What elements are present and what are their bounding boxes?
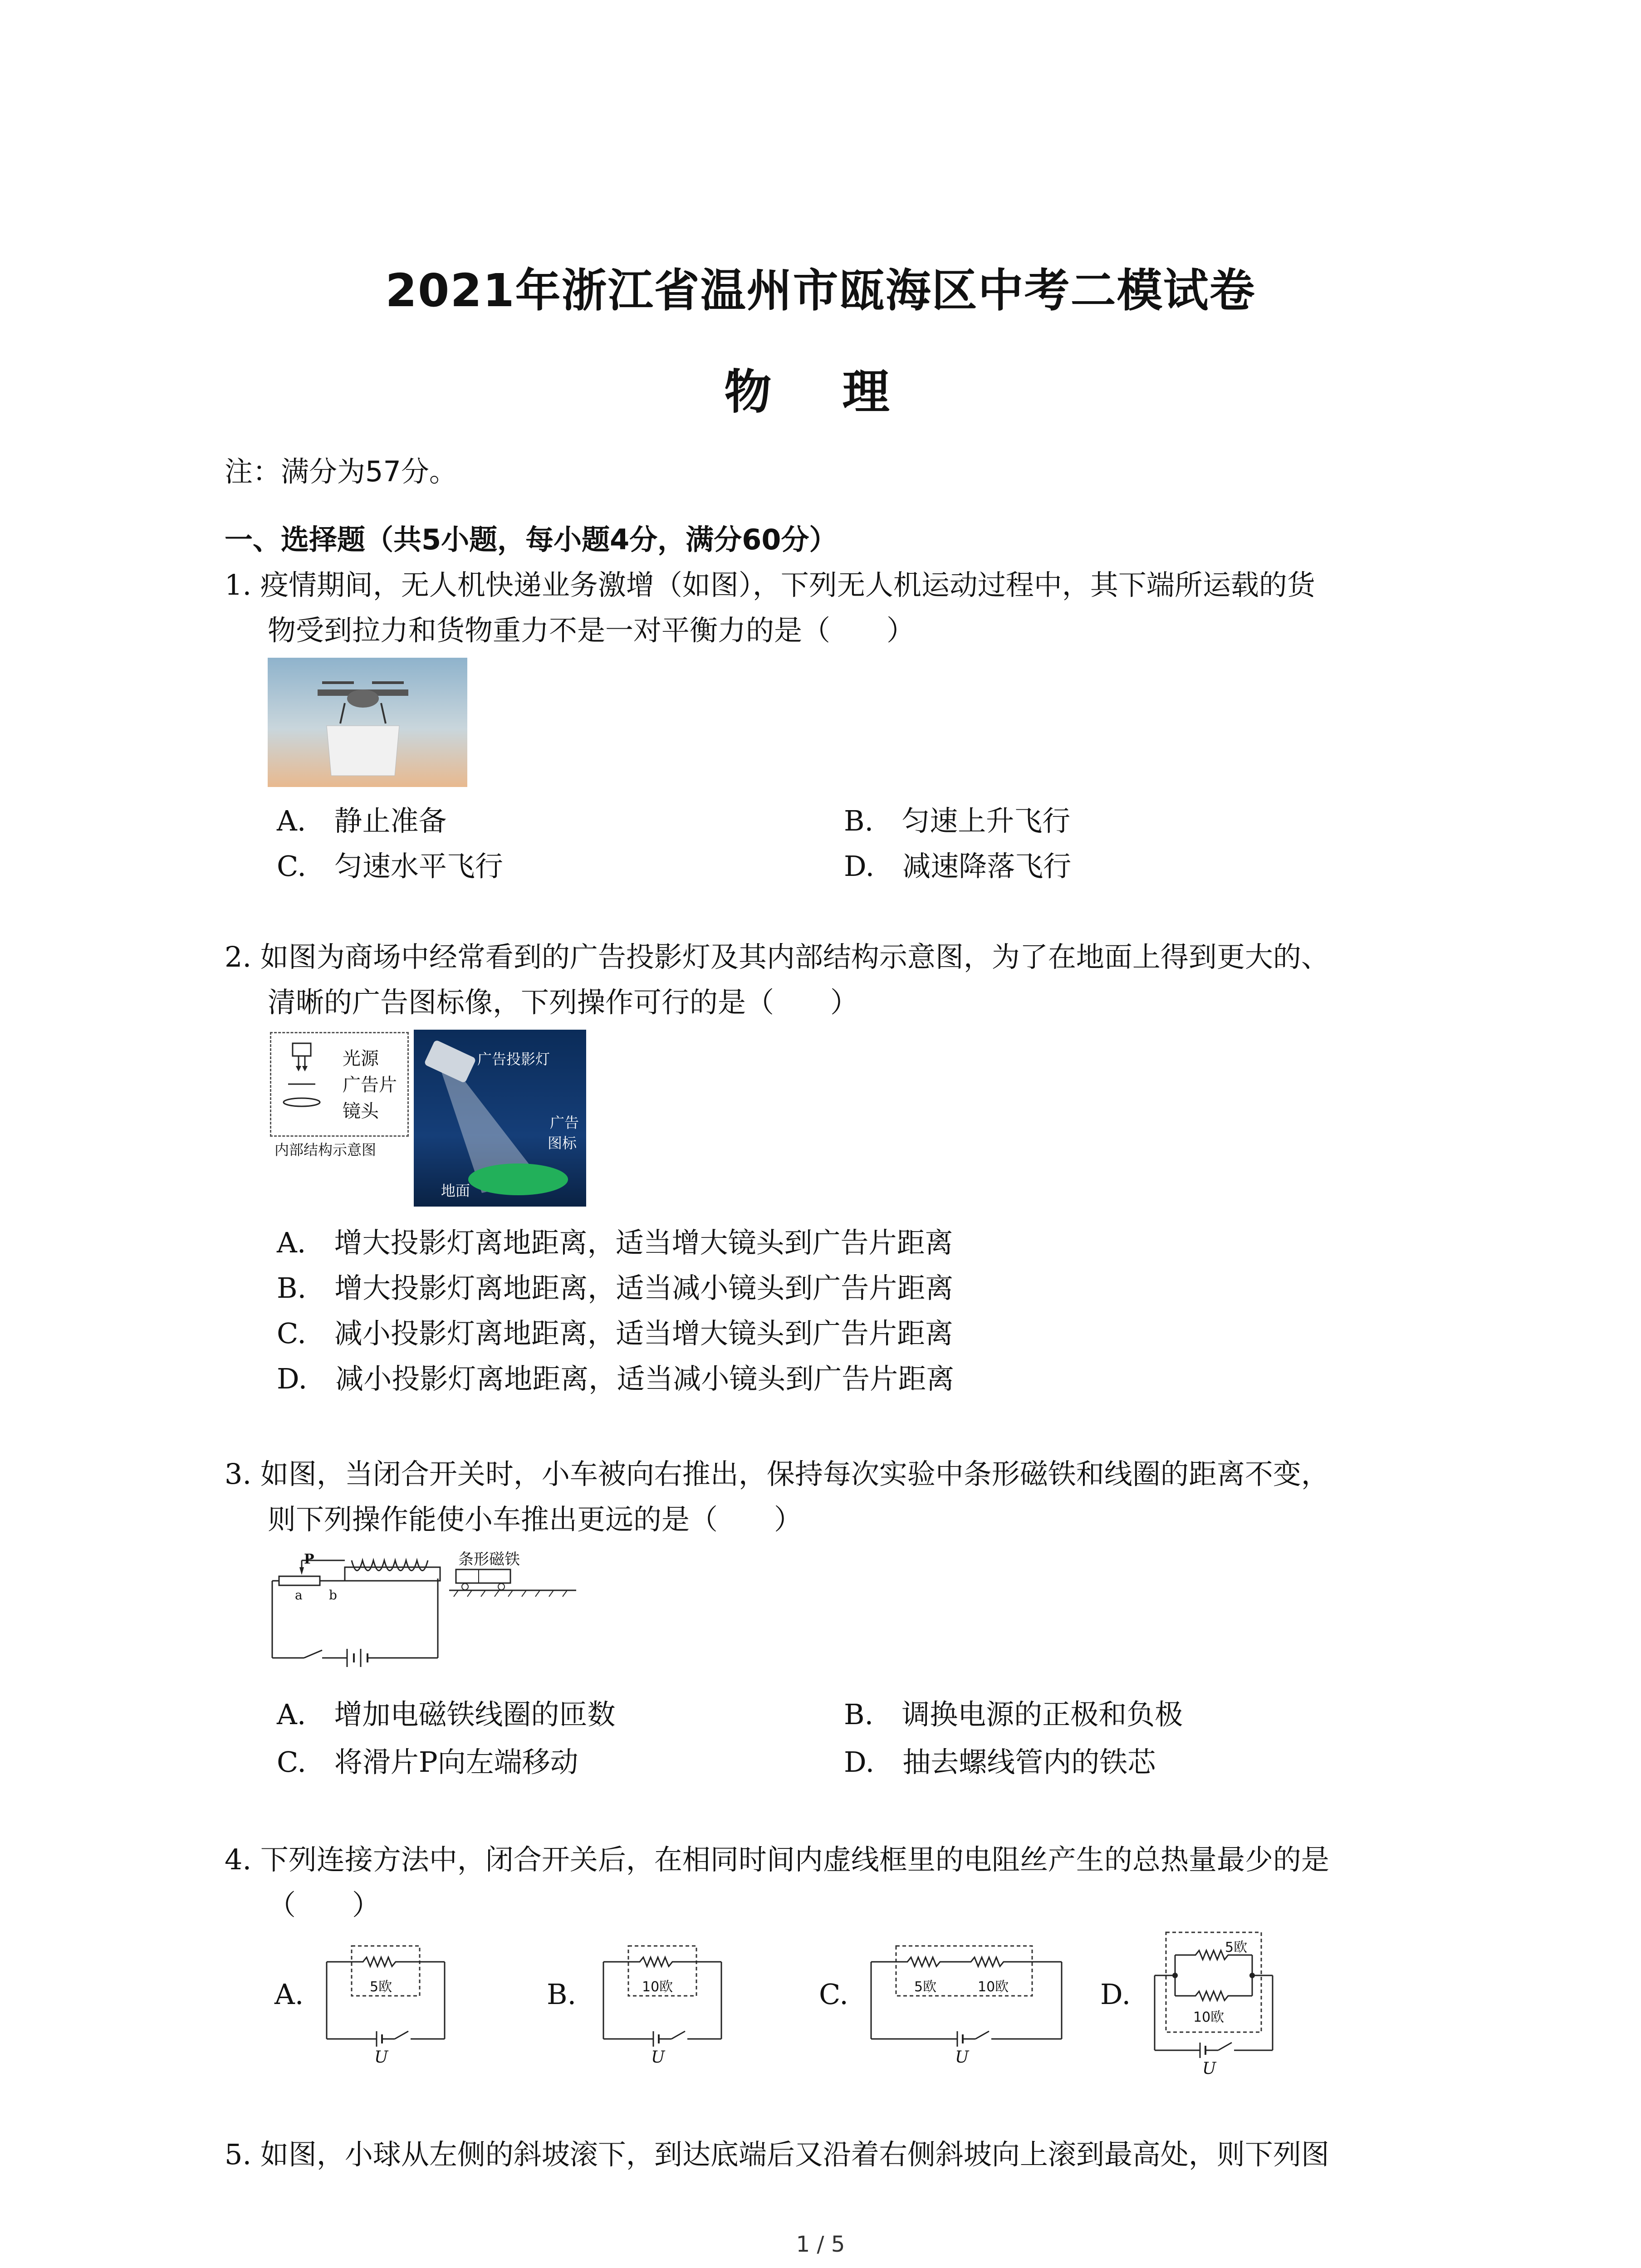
q4-circuit-a xyxy=(318,1941,454,2077)
q3-option-a: A. 增加电磁铁线圈的匝数 xyxy=(277,1698,616,1731)
q3-option-b: B. 调换电源的正极和负极 xyxy=(844,1698,1183,1731)
q1-option-a: A. 静止准备 xyxy=(277,804,447,837)
page-number: 1 / 5 xyxy=(796,2232,845,2257)
question-4-line1: 4. 下列连接方法中，闭合开关后，在相同时间内虚线框里的电阻丝产生的总热量最少的是 xyxy=(225,1843,1329,1876)
voltage-label: U xyxy=(651,2048,665,2067)
q1-option-b: B. 匀速上升飞行 xyxy=(844,804,1071,837)
subject-title: 物 理 xyxy=(724,364,917,420)
photo-label-projector: 广告投影灯 xyxy=(477,1051,550,1068)
q1-option-d: D. 减速降落飞行 xyxy=(844,850,1072,883)
slider-p-label: P xyxy=(304,1551,314,1567)
diagram-caption: 内部结构示意图 xyxy=(274,1141,377,1158)
photo-label-ad: 广告 xyxy=(550,1114,579,1131)
exam-title: 2021年浙江省温州市瓯海区中考二模试卷 xyxy=(385,264,1256,317)
terminal-b-label: b xyxy=(329,1588,337,1603)
magnet-label: 条形磁铁 xyxy=(458,1550,520,1569)
q2-option-b: B. 增大投影灯离地距离，适当减小镜头到广告片距离 xyxy=(277,1271,954,1305)
resistor-label-1: 5欧 xyxy=(1225,1940,1248,1955)
photo-label-icon: 图标 xyxy=(548,1134,577,1152)
q2-option-d: D. 减小投影灯离地距离，适当减小镜头到广告片距离 xyxy=(277,1362,955,1395)
section-heading: 一、选择题（共5小题，每小题4分，满分60分） xyxy=(225,523,838,556)
photo-label-ground: 地面 xyxy=(441,1182,470,1199)
question-3-line2: 则下列操作能使小车推出更远的是（ ） xyxy=(268,1503,803,1536)
q1-option-c: C. 匀速水平飞行 xyxy=(277,850,503,883)
q4-circuit-d xyxy=(1146,1928,1282,2077)
question-2-line2: 清晰的广告图标像，下列操作可行的是（ ） xyxy=(268,986,859,1019)
label-light-source: 光源 xyxy=(343,1048,379,1069)
q2-option-a: A. 增大投影灯离地距离，适当增大镜头到广告片距离 xyxy=(277,1226,953,1259)
q4-circuit-b xyxy=(594,1941,730,2077)
q3-option-d: D. 抽去螺线管内的铁芯 xyxy=(844,1745,1156,1779)
label-lens: 镜头 xyxy=(343,1101,379,1122)
resistor-label-2: 10欧 xyxy=(978,1979,1009,1995)
resistor-label-2: 10欧 xyxy=(1193,2009,1225,2025)
resistor-label: 10欧 xyxy=(642,1979,673,1995)
q3-option-c: C. 将滑片P向左端移动 xyxy=(277,1745,578,1779)
question-1-line1: 1. 疫情期间，无人机快递业务激增（如图），下列无人机运动过程中，其下端所运载的货 xyxy=(225,568,1315,601)
voltage-label: U xyxy=(374,2048,388,2067)
q2-option-c: C. 减小投影灯离地距离，适当增大镜头到广告片距离 xyxy=(277,1317,953,1350)
projector-photo xyxy=(414,1030,586,1207)
label-ad-slide: 广告片 xyxy=(343,1075,397,1095)
q4-circuit-c-label: C. xyxy=(819,1978,848,2011)
voltage-label: U xyxy=(955,2048,969,2067)
question-5-line1: 5. 如图，小球从左侧的斜坡滚下，到达底端后又沿着右侧斜坡向上滚到最高处，则下列图 xyxy=(225,2138,1329,2171)
resistor-label: 5欧 xyxy=(370,1979,392,1995)
q4-circuit-c xyxy=(862,1941,1071,2077)
voltage-label: U xyxy=(1202,2059,1216,2078)
electromagnet-circuit-diagram xyxy=(268,1547,585,1674)
question-2-line1: 2. 如图为商场中经常看到的广告投影灯及其内部结构示意图，为了在地面上得到更大的、 xyxy=(225,940,1329,973)
projector-structure-diagram xyxy=(268,1030,413,1161)
terminal-a-label: a xyxy=(295,1588,303,1603)
resistor-label-1: 5欧 xyxy=(914,1979,937,1995)
question-3-line1: 3. 如图，当闭合开关时，小车被向右推出，保持每次实验中条形磁铁和线圈的距离不变， xyxy=(225,1457,1329,1491)
question-1-line2: 物受到拉力和货物重力不是一对平衡力的是（ ） xyxy=(268,614,915,647)
question-4-line2: （ ） xyxy=(268,1888,381,1921)
drone-image xyxy=(268,658,467,787)
q4-circuit-d-label: D. xyxy=(1100,1978,1131,2011)
q4-circuit-b-label: B. xyxy=(547,1978,577,2011)
score-note: 注：满分为57分。 xyxy=(225,455,457,488)
q4-circuit-a-label: A. xyxy=(274,1978,304,2011)
